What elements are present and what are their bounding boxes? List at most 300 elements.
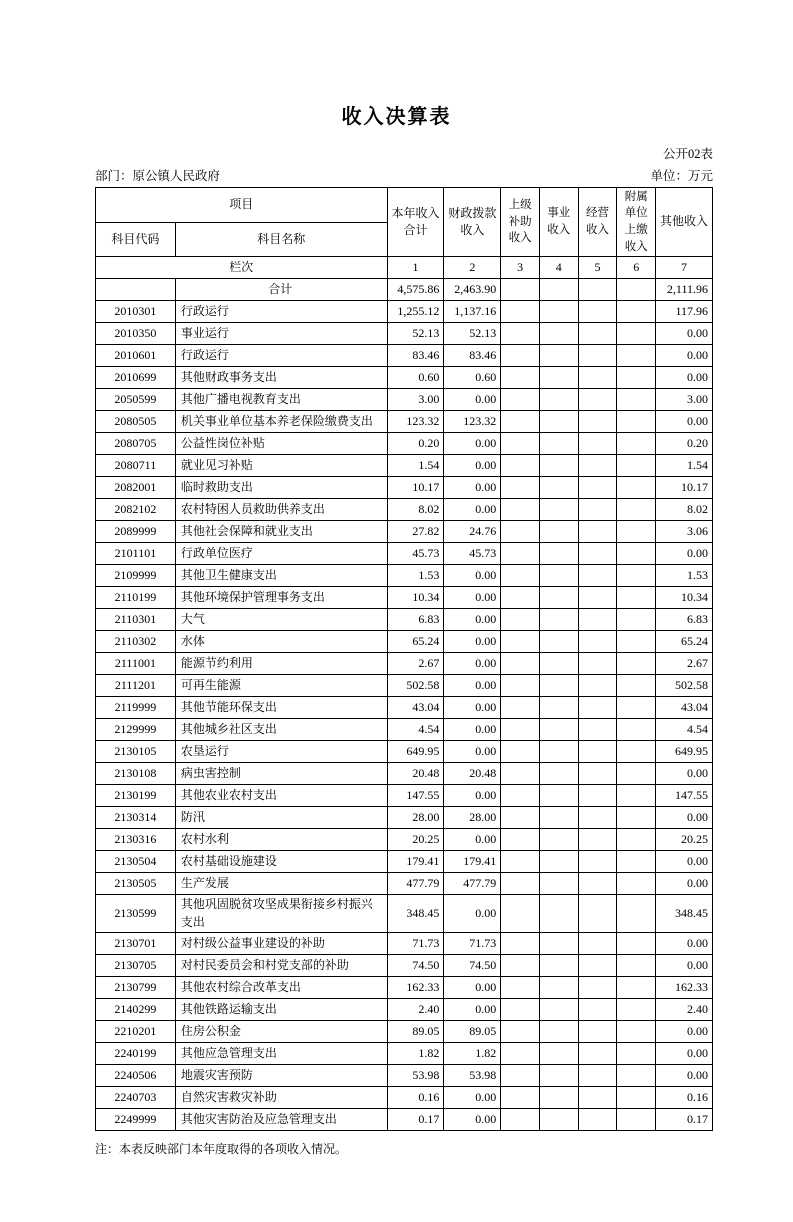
cell-code: 2130199 xyxy=(96,785,176,807)
cell-code: 2130316 xyxy=(96,829,176,851)
cell-operating xyxy=(578,895,617,933)
cell-total: 10.17 xyxy=(387,477,444,499)
cell-code: 2249999 xyxy=(96,1109,176,1131)
column-index-7: 7 xyxy=(656,257,713,279)
cell-fiscal: 0.00 xyxy=(444,653,501,675)
header-name: 科目名称 xyxy=(175,222,387,257)
header-code: 科目代码 xyxy=(96,222,176,257)
cell-affiliated xyxy=(617,587,656,609)
cell-operating xyxy=(578,323,617,345)
cell-business xyxy=(539,697,578,719)
cell-fiscal: 0.00 xyxy=(444,389,501,411)
table-row xyxy=(96,895,713,933)
cell-affiliated xyxy=(617,521,656,543)
cell-operating xyxy=(578,977,617,999)
cell-code: 2080505 xyxy=(96,411,176,433)
cell-other: 3.06 xyxy=(656,521,713,543)
cell-code: 2130705 xyxy=(96,955,176,977)
cell-fiscal: 0.00 xyxy=(444,1087,501,1109)
cell-name: 其他广播电视教育支出 xyxy=(175,389,387,411)
cell-total: 2.67 xyxy=(387,653,444,675)
cell-code: 2101101 xyxy=(96,543,176,565)
table-row xyxy=(96,609,713,631)
cell-affiliated xyxy=(617,1021,656,1043)
table-row xyxy=(96,521,713,543)
cell-total: 502.58 xyxy=(387,675,444,697)
header-total: 本年收入合计 xyxy=(387,187,444,257)
cell-total: 123.32 xyxy=(387,411,444,433)
cell-total: 89.05 xyxy=(387,1021,444,1043)
cell-total: 1.82 xyxy=(387,1043,444,1065)
cell-superior xyxy=(501,719,540,741)
cell-total: 71.73 xyxy=(387,933,444,955)
total-operating xyxy=(578,279,617,301)
cell-name: 其他财政事务支出 xyxy=(175,367,387,389)
table-row xyxy=(96,367,713,389)
cell-total: 179.41 xyxy=(387,851,444,873)
cell-fiscal: 53.98 xyxy=(444,1065,501,1087)
cell-total: 649.95 xyxy=(387,741,444,763)
cell-other: 0.16 xyxy=(656,1087,713,1109)
table-row xyxy=(96,741,713,763)
cell-other: 0.00 xyxy=(656,955,713,977)
cell-operating xyxy=(578,543,617,565)
table-row xyxy=(96,345,713,367)
cell-operating xyxy=(578,433,617,455)
cell-superior xyxy=(501,895,540,933)
cell-fiscal: 24.76 xyxy=(444,521,501,543)
cell-fiscal: 0.00 xyxy=(444,455,501,477)
cell-superior xyxy=(501,851,540,873)
cell-superior xyxy=(501,675,540,697)
total-business xyxy=(539,279,578,301)
cell-total: 27.82 xyxy=(387,521,444,543)
cell-code: 2010601 xyxy=(96,345,176,367)
cell-affiliated xyxy=(617,455,656,477)
cell-other: 2.40 xyxy=(656,999,713,1021)
cell-superior xyxy=(501,433,540,455)
cell-total: 52.13 xyxy=(387,323,444,345)
cell-affiliated xyxy=(617,829,656,851)
cell-affiliated xyxy=(617,653,656,675)
cell-superior xyxy=(501,345,540,367)
cell-code: 2080705 xyxy=(96,433,176,455)
cell-fiscal: 83.46 xyxy=(444,345,501,367)
cell-code: 2010350 xyxy=(96,323,176,345)
cell-code: 2240703 xyxy=(96,1087,176,1109)
cell-total: 1.54 xyxy=(387,455,444,477)
cell-name: 水体 xyxy=(175,631,387,653)
cell-code: 2050599 xyxy=(96,389,176,411)
cell-other: 0.00 xyxy=(656,807,713,829)
cell-fiscal: 123.32 xyxy=(444,411,501,433)
cell-name: 就业见习补贴 xyxy=(175,455,387,477)
cell-affiliated xyxy=(617,323,656,345)
cell-name: 能源节约利用 xyxy=(175,653,387,675)
table-row xyxy=(96,851,713,873)
cell-total: 147.55 xyxy=(387,785,444,807)
table-row xyxy=(96,1087,713,1109)
cell-name: 其他节能环保支出 xyxy=(175,697,387,719)
cell-name: 机关事业单位基本养老保险缴费支出 xyxy=(175,411,387,433)
cell-code: 2080711 xyxy=(96,455,176,477)
cell-code: 2130505 xyxy=(96,873,176,895)
cell-affiliated xyxy=(617,1065,656,1087)
table-row xyxy=(96,873,713,895)
cell-other: 0.00 xyxy=(656,411,713,433)
cell-fiscal: 0.00 xyxy=(444,587,501,609)
cell-superior xyxy=(501,499,540,521)
cell-fiscal: 0.00 xyxy=(444,477,501,499)
cell-fiscal: 0.00 xyxy=(444,977,501,999)
header-group-project: 项目 xyxy=(96,187,388,222)
cell-superior xyxy=(501,1043,540,1065)
cell-fiscal: 20.48 xyxy=(444,763,501,785)
cell-name: 其他城乡社区支出 xyxy=(175,719,387,741)
cell-business xyxy=(539,873,578,895)
table-row xyxy=(96,1043,713,1065)
total-total: 4,575.86 xyxy=(387,279,444,301)
cell-code: 2130105 xyxy=(96,741,176,763)
cell-other: 0.20 xyxy=(656,433,713,455)
cell-code: 2110199 xyxy=(96,587,176,609)
cell-name: 行政单位医疗 xyxy=(175,543,387,565)
total-fiscal: 2,463.90 xyxy=(444,279,501,301)
total-superior xyxy=(501,279,540,301)
total-other: 2,111.96 xyxy=(656,279,713,301)
cell-other: 502.58 xyxy=(656,675,713,697)
cell-superior xyxy=(501,807,540,829)
cell-fiscal: 0.00 xyxy=(444,565,501,587)
cell-other: 65.24 xyxy=(656,631,713,653)
cell-total: 65.24 xyxy=(387,631,444,653)
cell-other: 0.17 xyxy=(656,1109,713,1131)
cell-business xyxy=(539,785,578,807)
cell-superior xyxy=(501,367,540,389)
table-header-row-1 xyxy=(96,187,713,222)
cell-code: 2130701 xyxy=(96,933,176,955)
cell-superior xyxy=(501,389,540,411)
cell-operating xyxy=(578,587,617,609)
table-row xyxy=(96,1065,713,1087)
cell-fiscal: 0.00 xyxy=(444,741,501,763)
footer-note: 注：本表反映部门本年度取得的各项收入情况。 xyxy=(95,1142,348,1157)
cell-affiliated xyxy=(617,477,656,499)
cell-other: 0.00 xyxy=(656,851,713,873)
cell-name: 防汛 xyxy=(175,807,387,829)
column-index-4: 4 xyxy=(539,257,578,279)
cell-operating xyxy=(578,829,617,851)
cell-affiliated xyxy=(617,411,656,433)
table-row xyxy=(96,675,713,697)
cell-fiscal: 28.00 xyxy=(444,807,501,829)
cell-superior xyxy=(501,873,540,895)
cell-total: 477.79 xyxy=(387,873,444,895)
cell-affiliated xyxy=(617,301,656,323)
table-row xyxy=(96,977,713,999)
cell-code: 2111201 xyxy=(96,675,176,697)
cell-operating xyxy=(578,675,617,697)
cell-affiliated xyxy=(617,895,656,933)
cell-total: 10.34 xyxy=(387,587,444,609)
cell-code: 2010301 xyxy=(96,301,176,323)
cell-affiliated xyxy=(617,543,656,565)
cell-operating xyxy=(578,477,617,499)
cell-operating xyxy=(578,345,617,367)
cell-name: 自然灾害救灾补助 xyxy=(175,1087,387,1109)
table-row-total xyxy=(96,279,713,301)
cell-total: 20.25 xyxy=(387,829,444,851)
cell-fiscal: 0.00 xyxy=(444,719,501,741)
cell-business xyxy=(539,719,578,741)
cell-business xyxy=(539,323,578,345)
cell-other: 1.54 xyxy=(656,455,713,477)
cell-affiliated xyxy=(617,631,656,653)
cell-name: 行政运行 xyxy=(175,345,387,367)
cell-affiliated xyxy=(617,873,656,895)
cell-affiliated xyxy=(617,1109,656,1131)
cell-affiliated xyxy=(617,933,656,955)
cell-superior xyxy=(501,587,540,609)
cell-code: 2129999 xyxy=(96,719,176,741)
cell-superior xyxy=(501,477,540,499)
table-row xyxy=(96,763,713,785)
cell-superior xyxy=(501,521,540,543)
table-row xyxy=(96,389,713,411)
cell-operating xyxy=(578,873,617,895)
cell-operating xyxy=(578,653,617,675)
cell-fiscal: 0.00 xyxy=(444,829,501,851)
cell-total: 2.40 xyxy=(387,999,444,1021)
document-page xyxy=(0,100,793,1222)
table-row xyxy=(96,807,713,829)
cell-name: 地震灾害预防 xyxy=(175,1065,387,1087)
cell-superior xyxy=(501,1109,540,1131)
cell-operating xyxy=(578,389,617,411)
cell-operating xyxy=(578,1065,617,1087)
table-row xyxy=(96,719,713,741)
cell-name: 临时救助支出 xyxy=(175,477,387,499)
table-row xyxy=(96,697,713,719)
cell-affiliated xyxy=(617,433,656,455)
cell-code: 2082102 xyxy=(96,499,176,521)
meta-row xyxy=(0,166,793,184)
cell-fiscal: 0.00 xyxy=(444,675,501,697)
cell-other: 649.95 xyxy=(656,741,713,763)
table-row xyxy=(96,829,713,851)
cell-total: 4.54 xyxy=(387,719,444,741)
cell-affiliated xyxy=(617,367,656,389)
cell-fiscal: 0.00 xyxy=(444,499,501,521)
table-row xyxy=(96,543,713,565)
cell-business xyxy=(539,933,578,955)
income-table-wrap xyxy=(0,187,793,1131)
cell-business xyxy=(539,1043,578,1065)
cell-business xyxy=(539,499,578,521)
cell-superior xyxy=(501,955,540,977)
unit-note: 单位：万元 xyxy=(650,168,713,183)
cell-name: 农垦运行 xyxy=(175,741,387,763)
income-final-accounts-table xyxy=(95,187,713,1131)
cell-fiscal: 0.60 xyxy=(444,367,501,389)
cell-business xyxy=(539,829,578,851)
cell-superior xyxy=(501,301,540,323)
cell-affiliated xyxy=(617,609,656,631)
cell-total: 74.50 xyxy=(387,955,444,977)
cell-total: 3.00 xyxy=(387,389,444,411)
cell-name: 事业运行 xyxy=(175,323,387,345)
cell-business xyxy=(539,301,578,323)
cell-business xyxy=(539,675,578,697)
table-row xyxy=(96,999,713,1021)
cell-name: 其他环境保护管理事务支出 xyxy=(175,587,387,609)
cell-superior xyxy=(501,977,540,999)
cell-business xyxy=(539,851,578,873)
cell-operating xyxy=(578,301,617,323)
cell-business xyxy=(539,411,578,433)
cell-business xyxy=(539,1109,578,1131)
cell-operating xyxy=(578,697,617,719)
cell-total: 0.20 xyxy=(387,433,444,455)
cell-other: 2.67 xyxy=(656,653,713,675)
cell-superior xyxy=(501,565,540,587)
table-row xyxy=(96,565,713,587)
cell-name: 其他卫生健康支出 xyxy=(175,565,387,587)
cell-code: 2109999 xyxy=(96,565,176,587)
cell-fiscal: 0.00 xyxy=(444,433,501,455)
cell-other: 348.45 xyxy=(656,895,713,933)
cell-other: 8.02 xyxy=(656,499,713,521)
cell-other: 0.00 xyxy=(656,763,713,785)
cell-business xyxy=(539,367,578,389)
cell-operating xyxy=(578,609,617,631)
cell-superior xyxy=(501,455,540,477)
cell-operating xyxy=(578,1109,617,1131)
cell-other: 6.83 xyxy=(656,609,713,631)
table-body xyxy=(96,279,713,1131)
cell-total: 53.98 xyxy=(387,1065,444,1087)
cell-total: 8.02 xyxy=(387,499,444,521)
cell-affiliated xyxy=(617,499,656,521)
cell-code: 2130799 xyxy=(96,977,176,999)
cell-name: 生产发展 xyxy=(175,873,387,895)
cell-fiscal: 1.82 xyxy=(444,1043,501,1065)
cell-other: 0.00 xyxy=(656,323,713,345)
cell-superior xyxy=(501,697,540,719)
cell-superior xyxy=(501,741,540,763)
department-label: 部门：原公镇人民政府 xyxy=(95,168,221,183)
cell-affiliated xyxy=(617,851,656,873)
column-index-label: 栏次 xyxy=(96,257,388,279)
cell-superior xyxy=(501,1087,540,1109)
cell-total: 83.46 xyxy=(387,345,444,367)
cell-code: 2130504 xyxy=(96,851,176,873)
cell-total: 1.53 xyxy=(387,565,444,587)
cell-fiscal: 0.00 xyxy=(444,785,501,807)
cell-affiliated xyxy=(617,565,656,587)
cell-name: 其他巩固脱贫攻坚成果衔接乡村振兴支出 xyxy=(175,895,387,933)
cell-business xyxy=(539,895,578,933)
cell-other: 147.55 xyxy=(656,785,713,807)
cell-name: 农村基础设施建设 xyxy=(175,851,387,873)
form-number: 公开02表 xyxy=(662,147,713,161)
cell-fiscal: 477.79 xyxy=(444,873,501,895)
cell-business xyxy=(539,1021,578,1043)
cell-other: 43.04 xyxy=(656,697,713,719)
cell-operating xyxy=(578,1087,617,1109)
cell-superior xyxy=(501,785,540,807)
cell-business xyxy=(539,999,578,1021)
cell-fiscal: 0.00 xyxy=(444,609,501,631)
cell-operating xyxy=(578,455,617,477)
page-title: 收入决算表 xyxy=(341,106,452,128)
cell-superior xyxy=(501,653,540,675)
cell-operating xyxy=(578,763,617,785)
cell-code: 2240506 xyxy=(96,1065,176,1087)
table-row xyxy=(96,785,713,807)
cell-other: 117.96 xyxy=(656,301,713,323)
cell-other: 20.25 xyxy=(656,829,713,851)
cell-code: 2089999 xyxy=(96,521,176,543)
header-other: 其他收入 xyxy=(656,187,713,257)
cell-operating xyxy=(578,367,617,389)
cell-name: 其他铁路运输支出 xyxy=(175,999,387,1021)
cell-business xyxy=(539,389,578,411)
column-index-row xyxy=(96,257,713,279)
form-meta xyxy=(0,145,793,164)
cell-code: 2140299 xyxy=(96,999,176,1021)
cell-code: 2082001 xyxy=(96,477,176,499)
cell-name: 其他灾害防治及应急管理支出 xyxy=(175,1109,387,1131)
header-operating: 经营收入 xyxy=(578,187,617,257)
table-row xyxy=(96,1109,713,1131)
cell-other: 10.34 xyxy=(656,587,713,609)
cell-fiscal: 0.00 xyxy=(444,895,501,933)
cell-affiliated xyxy=(617,999,656,1021)
column-index-3: 3 xyxy=(501,257,540,279)
cell-other: 0.00 xyxy=(656,345,713,367)
table-row xyxy=(96,433,713,455)
cell-fiscal: 45.73 xyxy=(444,543,501,565)
cell-superior xyxy=(501,999,540,1021)
cell-business xyxy=(539,653,578,675)
cell-operating xyxy=(578,1043,617,1065)
cell-business xyxy=(539,345,578,367)
cell-operating xyxy=(578,933,617,955)
table-row xyxy=(96,411,713,433)
cell-operating xyxy=(578,807,617,829)
cell-operating xyxy=(578,999,617,1021)
cell-code: 2240199 xyxy=(96,1043,176,1065)
cell-total: 28.00 xyxy=(387,807,444,829)
cell-superior xyxy=(501,1021,540,1043)
cell-fiscal: 0.00 xyxy=(444,1109,501,1131)
table-row xyxy=(96,301,713,323)
cell-business xyxy=(539,455,578,477)
cell-total: 20.48 xyxy=(387,763,444,785)
cell-total: 45.73 xyxy=(387,543,444,565)
cell-fiscal: 0.00 xyxy=(444,631,501,653)
cell-other: 0.00 xyxy=(656,933,713,955)
cell-business xyxy=(539,609,578,631)
cell-other: 0.00 xyxy=(656,873,713,895)
cell-operating xyxy=(578,785,617,807)
cell-name: 农村特困人员救助供养支出 xyxy=(175,499,387,521)
cell-name: 病虫害控制 xyxy=(175,763,387,785)
cell-affiliated xyxy=(617,345,656,367)
cell-other: 10.17 xyxy=(656,477,713,499)
cell-code: 2010699 xyxy=(96,367,176,389)
